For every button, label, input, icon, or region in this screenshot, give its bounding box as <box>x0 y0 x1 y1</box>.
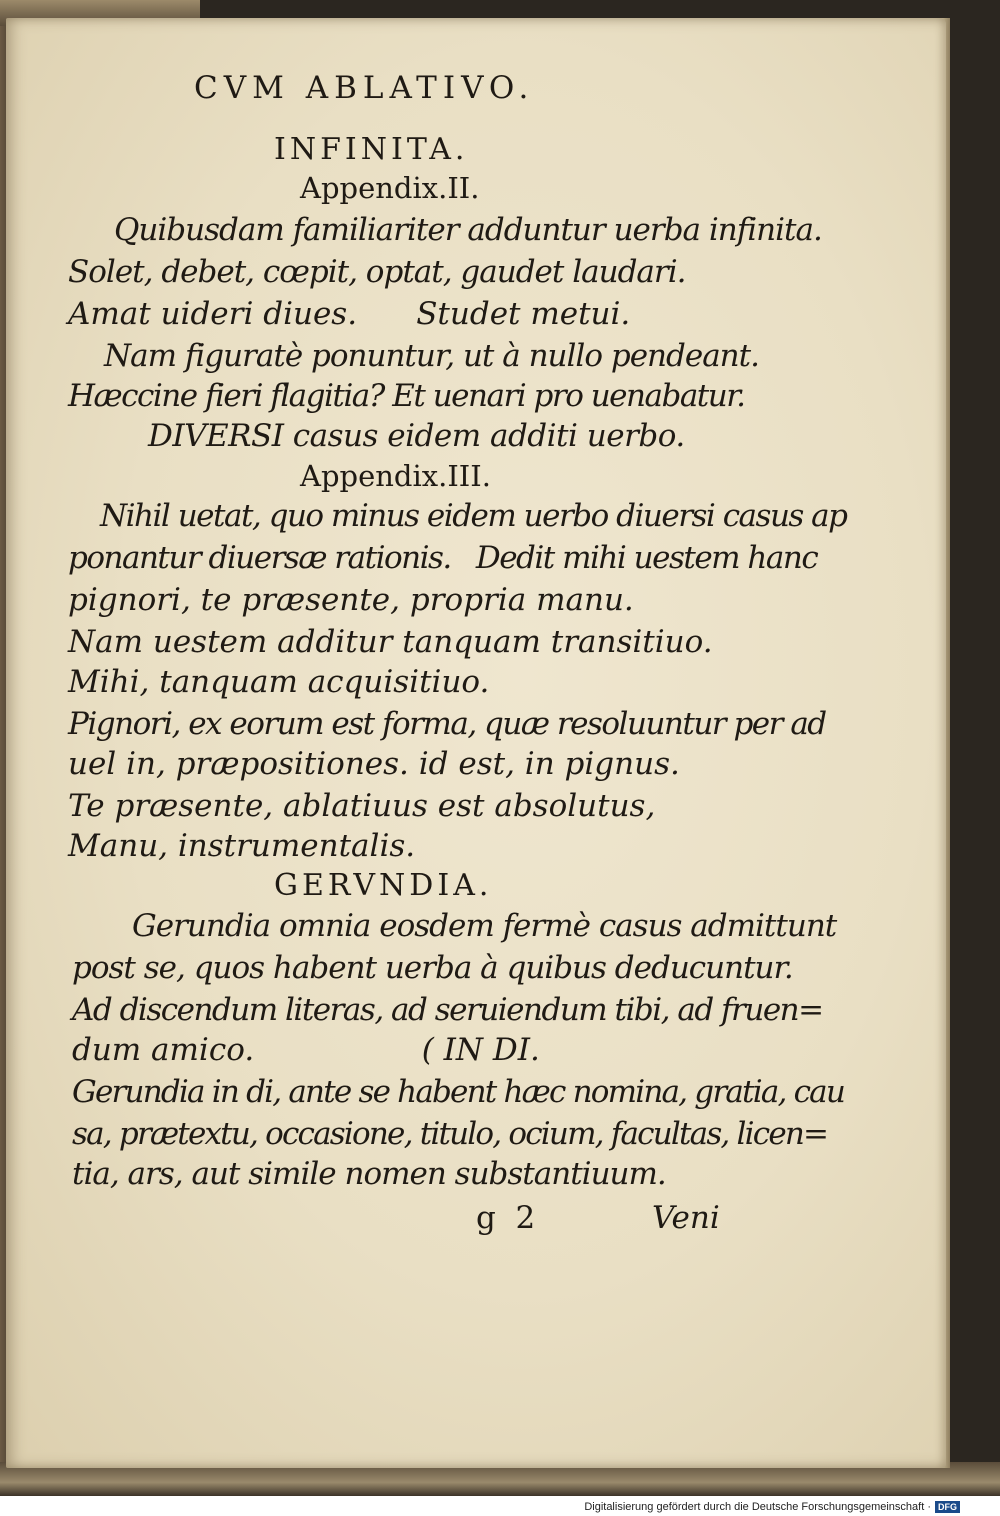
running-head: CVM ABLATIVO. <box>194 70 535 106</box>
dfg-logo: DFG <box>935 1501 960 1513</box>
text-line: Solet, debet, cœpit, optat, gaudet laudari. <box>68 254 686 290</box>
text-line: Quibusdam familiariter adduntur uerba infinita. <box>114 212 822 248</box>
heading-gerundia: GERVNDIA. <box>274 868 493 903</box>
digitization-credit <box>584 1500 960 1514</box>
text-line: Nam figuratè ponuntur, ut à nullo pendeant. <box>104 338 759 374</box>
text-line: sa, prætextu, occasione, titulo, ocium, facultas, licen= <box>72 1116 828 1152</box>
catchword: Veni <box>652 1200 720 1236</box>
text-line: dum amico. ( IN DI. <box>72 1032 540 1068</box>
text-line: uel in, præpositiones. id est, in pignus. <box>68 746 680 782</box>
text-line: Nam uestem additur tanquam transitiuo. <box>68 624 713 660</box>
signature-mark: g 2 <box>476 1200 536 1236</box>
text-line: Gerundia in di, ante se habent hæc nomina, gratia, cau <box>72 1074 845 1110</box>
text-line: DIVERSI casus eidem additi uerbo. <box>148 418 685 454</box>
text-line: Amat uideri diues. Studet metui. <box>68 296 631 332</box>
appendix-label: Appendix.III. <box>300 459 491 493</box>
credit-text: Digitalisierung gefördert durch die Deutsche Forschungsgemeinschaft · <box>584 1501 931 1513</box>
text-line: Manu, instrumentalis. <box>68 828 416 864</box>
text-line: ponantur diuersæ rationis. Dedit mihi uestem hanc <box>68 540 818 576</box>
appendix-label: Appendix.II. <box>300 171 480 205</box>
text-line: Te præsente, ablatiuus est absolutus, <box>68 788 656 824</box>
text-line: Pignori, ex eorum est forma, quæ resoluuntur per ad <box>68 706 826 742</box>
text-line: pignori, te præsente, propria manu. <box>68 582 634 618</box>
book-page <box>6 18 946 1468</box>
text-line: post se, quos habent uerba à quibus deducuntur. <box>72 950 793 986</box>
text-line: Gerundia omnia eosdem fermè casus admittunt <box>132 908 837 944</box>
text-line: Hæccine fieri flagitia? Et uenari pro uenabatur. <box>68 378 745 414</box>
text-line: tia, ars, aut simile nomen substantiuum. <box>72 1156 666 1192</box>
text-line: Nihil uetat, quo minus eidem uerbo diuersi casus ap <box>100 498 847 534</box>
text-line: Ad discendum literas, ad seruiendum tibi, ad fruen= <box>72 992 823 1028</box>
heading-infinita: INFINITA. <box>274 132 469 167</box>
text-line: Mihi, tanquam acquisitiuo. <box>68 664 490 700</box>
